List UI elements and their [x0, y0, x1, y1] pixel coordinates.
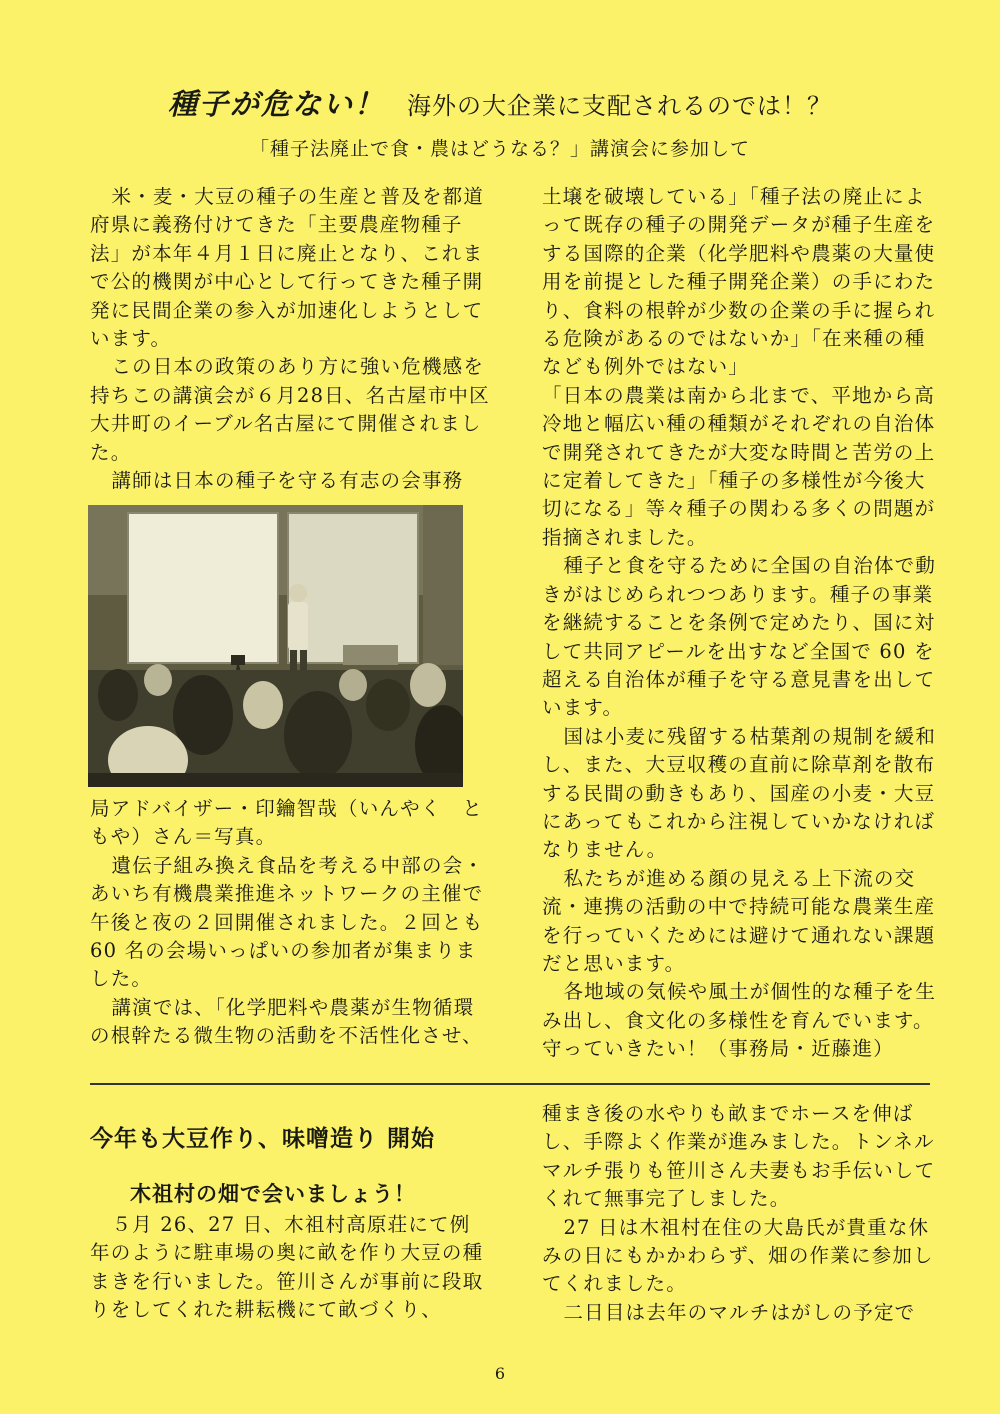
- headline-main: 種子が危ない！: [167, 87, 385, 121]
- article1-left-bottom: [90, 795, 490, 1051]
- article-subtitle: 「種子法廃止で食・農はどうなる？」講演会に参加して: [249, 138, 750, 160]
- article2-right: [542, 1100, 937, 1327]
- paragraph: 各地域の気候や風土が個性的な種子を生み出し、食文化の多様性を育んでいます。守っていきたい！（事務局・近藤進）: [542, 980, 937, 1061]
- paragraph: 「日本の農業は南から北まで、平地から高冷地と幅広い種の種類がそれぞれの自治体で開発されてきたが大変な時間と苦労の上に定着してきた」「種子の多様性が今後大切になる」等々種子の関わる多くの問題が指摘されました。: [542, 383, 936, 549]
- paragraph: 国は小麦に残留する枯葉剤の規制を緩和し、また、大豆収穫の直前に除草剤を散布する民間の動きもあり、国産の小麦・大豆にあってもこれから注視していかなければなりません。: [542, 724, 937, 862]
- paragraph: 種まき後の水やりも畝までホースを伸ばし、手際よく作業が進みました。トンネルマルチ張りも笹川さん夫妻もお手伝いしてくれて無事完了しました。: [542, 1102, 936, 1211]
- paragraph: ５月 26、27 日、木祖村高原荘にて例年のように駐車場の奥に畝を作り大豆の種まきを行いました。笹川さんが事前に段取りをしてくれた耕耘機にて畝づくり、: [90, 1213, 484, 1322]
- paragraph: 二日目は去年のマルチはがしの予定で: [563, 1300, 916, 1324]
- article1-left-top: [90, 183, 490, 495]
- article1-right: [542, 183, 937, 1064]
- paragraph: 講演では、「化学肥料や農薬が生物循環の根幹たる微生物の活動を不活性化させ、: [90, 995, 483, 1048]
- paragraph: 遺伝子組み換え食品を考える中部の会・あいち有機農業推進ネットワークの主催で午後と夜の２回開催されました。２回とも 60 名の会場いっぱいの参加者が集まりました。: [90, 853, 485, 991]
- page-number: 6: [494, 1364, 506, 1383]
- article2-subtitle: 木祖村の畑で会いましょう！: [130, 1182, 416, 1206]
- paragraph: 27 日は木祖村在住の大島氏が貴重な休みの日にもかかわらず、畑の作業に参加してくれました。: [542, 1215, 934, 1296]
- paragraph: 局アドバイザー・印鑰智哉（いんやく ともや）さん＝写真。: [90, 797, 483, 849]
- headline-sub: 海外の大企業に支配されるのでは！？: [407, 92, 832, 120]
- lecture-photo-image: [88, 505, 463, 787]
- paragraph: 講師は日本の種子を守る有志の会事務: [111, 469, 464, 493]
- paragraph: 土壌を破壊している」「種子法の廃止によって既存の種子の開発データが種子生産をする国際的企業（化学肥料や農薬の大量使用を前提とした種子開発企業）の手にわたり、食料の根幹が少数の企業の手に握られる危険があるのではないか」「在来種の種なども例外ではない」: [542, 185, 936, 379]
- headline: [0, 82, 1000, 123]
- paragraph: 私たちが進める顔の見える上下流の交流・連携の活動の中で持続可能な農業生産を行っていくためには避けて通れない課題だと思います。: [542, 866, 936, 975]
- section-divider: [90, 1083, 930, 1085]
- article2-title: 今年も大豆作り、味噌造り 開始: [90, 1126, 436, 1152]
- paragraph: 種子と食を守るために全国の自治体で動きがはじめられつつあります。種子の事業を継続することを条例で定めたり、国に対して共同アピールを出すなど全国で 60 を超える自治体が種子を守る意見書を出しています。: [542, 554, 937, 720]
- paragraph: この日本の政策のあり方に強い危機感を持ちこの講演会が６月28日、名古屋市中区大井町のイーブル名古屋にて開催されました。: [90, 355, 490, 464]
- lecture-photo: [88, 505, 463, 787]
- article2-left: [90, 1211, 490, 1325]
- paragraph: 米・麦・大豆の種子の生産と普及を都道府県に義務付けてきた「主要農産物種子法」が本年４月１日に廃止となり、これまで公的機関が中心として行ってきた種子開発に民間企業の参入が加速化しようとしています。: [90, 185, 485, 351]
